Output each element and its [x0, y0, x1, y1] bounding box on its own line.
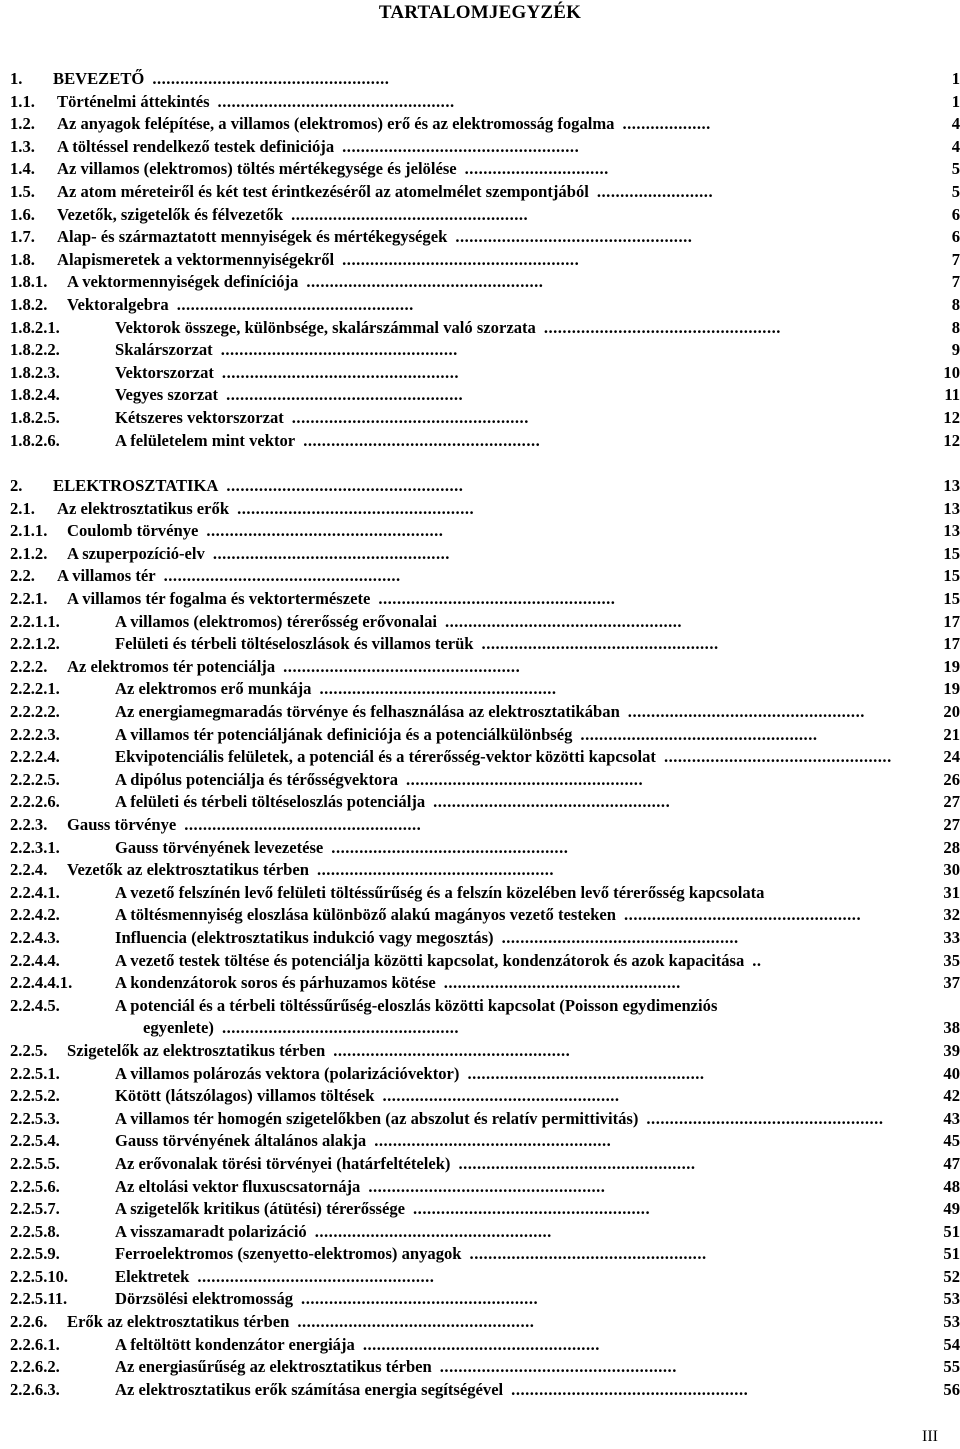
- toc-entry-title: Szigetelők az elektrosztatikus térben: [67, 1040, 326, 1060]
- toc-entry[interactable]: [0, 837, 960, 860]
- toc-entry-page: 55: [943, 1357, 960, 1377]
- toc-entry[interactable]: [0, 475, 960, 498]
- toc-entry-leader: ...................................................: [221, 1018, 460, 1038]
- toc-entry-leader: ...................................................: [501, 927, 739, 947]
- toc-entry-number: 1.3.: [10, 136, 35, 156]
- toc-entry-number: 2.2.4.5.: [10, 995, 60, 1015]
- toc-entry[interactable]: [0, 1063, 960, 1086]
- toc-entry-page: 45: [943, 1131, 960, 1151]
- toc-entry-title: A villamos polározás vektora (polarizációvektor): [115, 1063, 460, 1083]
- toc-entry-number: 2.2.4.: [10, 860, 48, 880]
- toc-entry-title: A töltésmennyiség eloszlása különböző alakú magányos vezető testeken: [115, 905, 617, 925]
- toc-entry-title: A villamos tér potenciáljának definiciója és a potenciálkülönbség: [115, 724, 573, 744]
- toc-entry-title: Ferroelektromos (szenyetto-elektromos) anyagok: [115, 1244, 462, 1264]
- toc-entry[interactable]: [0, 1356, 960, 1379]
- toc-entry-page: 17: [943, 634, 960, 654]
- toc-entry-number: 1.1.: [10, 91, 35, 111]
- toc-entry-number: 2.1.: [10, 498, 35, 518]
- toc-entry-page: 30: [943, 860, 960, 880]
- toc-entry-number: 2.2.3.1.: [10, 837, 60, 857]
- toc-entry-page: 53: [943, 1312, 960, 1332]
- toc-entry[interactable]: [0, 226, 960, 249]
- toc-entry-number: 2.2.6.1.: [10, 1334, 60, 1354]
- toc-entry-title: A visszamaradt polarizáció: [115, 1221, 307, 1241]
- toc-entry-title: Felületi és térbeli töltéseloszlások és villamos terük: [115, 634, 474, 654]
- toc-entry-title: Alapismeretek a vektormennyiségekről: [57, 249, 335, 269]
- toc-entry-title: Az energiasűrűség az elektrosztatikus térben: [115, 1357, 432, 1377]
- toc-entry-title: Skalárszorzat: [115, 340, 213, 360]
- toc-entry-leader: ...................................................: [303, 430, 541, 450]
- toc-entry-number: 2.2.1.2.: [10, 634, 60, 654]
- toc-entry-number: 1.8.2.3.: [10, 362, 60, 382]
- toc-entry-title: Történelmi áttekintés: [57, 91, 210, 111]
- toc-entry-title: Az anyagok felépítése, a villamos (elektromos) erő és az elektromosság fogalma: [57, 114, 615, 134]
- toc-entry-leader: ...................................................: [163, 566, 401, 586]
- toc-entry[interactable]: [0, 384, 960, 407]
- toc-entry-number: 2.2.5.7.: [10, 1199, 60, 1219]
- toc-entry-number: 2.2.2.1.: [10, 679, 60, 699]
- toc-entry[interactable]: [0, 158, 960, 181]
- toc-entry-title: Dörzsölési elektromosság: [115, 1289, 294, 1309]
- toc-entry[interactable]: [0, 611, 960, 634]
- toc-entry-leader: ...................................................: [444, 611, 683, 631]
- toc-entry-leader: ...................................................: [217, 91, 455, 111]
- toc-entry[interactable]: [0, 362, 960, 385]
- toc-entry-leader: ...................................................: [226, 476, 464, 496]
- toc-entry-page: 42: [943, 1086, 960, 1106]
- toc-entry-title: Ekvipotenciális felületek, a potenciál és a térerősség-vektor közötti kapcsolat: [115, 747, 656, 767]
- toc-entry-leader: ...................................................: [291, 204, 529, 224]
- toc-entry-title: Az atom méreteiről és két test érintkezéséről az atomelmélet szempontjából: [57, 181, 589, 201]
- toc-entry-title: Kötött (látszólagos) villamos töltések: [115, 1086, 375, 1106]
- table-of-contents: [0, 68, 960, 1401]
- toc-entry-title: A villamos tér: [57, 566, 156, 586]
- toc-entry[interactable]: [0, 1040, 960, 1063]
- toc-entry-page: 5: [951, 181, 960, 201]
- toc-entry[interactable]: [0, 972, 960, 995]
- toc-entry[interactable]: [0, 1243, 960, 1266]
- toc-entry-leader: ...................................................: [342, 249, 580, 269]
- toc-entry[interactable]: [0, 701, 960, 724]
- toc-entry-leader: ...................................................: [362, 1334, 600, 1354]
- toc-entry-leader: ...................................................: [316, 860, 555, 880]
- toc-entry-leader: ...................................................: [333, 1040, 571, 1060]
- toc-entry[interactable]: [0, 1334, 960, 1357]
- toc-entry-number: 1.4.: [10, 159, 35, 179]
- toc-entry-number: 1.6.: [10, 204, 35, 224]
- toc-entry-leader: ...................................................: [314, 1221, 552, 1241]
- toc-entry[interactable]: [0, 678, 960, 701]
- toc-entry[interactable]: [0, 1198, 960, 1221]
- toc-entry-leader: ...................................................: [455, 227, 693, 247]
- toc-entry-title: Coulomb törvénye: [67, 521, 199, 541]
- toc-entry[interactable]: [0, 769, 960, 792]
- toc-entry-title: Az villamos (elektromos) töltés mértékegysége és jelölése: [57, 159, 457, 179]
- toc-entry-page: 51: [943, 1221, 960, 1241]
- toc-entry-number: 2.2.3.: [10, 815, 48, 834]
- toc-entry-leader: ...................................................: [374, 1131, 612, 1151]
- toc-entry[interactable]: [0, 113, 960, 136]
- toc-entry-leader: ...................................................: [469, 1244, 707, 1264]
- toc-entry[interactable]: [0, 882, 960, 905]
- toc-entry-page: 6: [951, 204, 960, 224]
- toc-entry-title: A villamos tér homogén szigetelőkben (az abszolut és relatív permittivitás): [115, 1108, 639, 1128]
- toc-entry-page: 56: [943, 1379, 960, 1399]
- toc-entry-title: Az energiamegmaradás törvénye és felhasználása az elektrosztatikában: [115, 702, 620, 722]
- toc-entry-title: A felületi és térbeli töltéseloszlás potenciálja: [115, 792, 426, 812]
- toc-entry-page: 32: [943, 905, 960, 925]
- toc-entry-page: 54: [943, 1334, 960, 1354]
- toc-entry-leader: ...................................................: [226, 385, 464, 405]
- toc-entry-title: Vegyes szorzat: [115, 385, 219, 405]
- toc-entry-number: 2.2.5.9.: [10, 1244, 60, 1264]
- toc-entry-number: 2.2.6.: [10, 1312, 48, 1332]
- toc-entry-number: 2.2.4.2.: [10, 905, 60, 925]
- toc-entry-title: Az erővonalak törési törvényei (határfeltételek): [115, 1153, 451, 1173]
- toc-entry-page: 40: [943, 1063, 960, 1083]
- toc-entry-leader: ...................................................: [627, 702, 865, 722]
- toc-entry-page: 13: [943, 476, 960, 496]
- toc-entry-number: 1.8.: [10, 249, 35, 269]
- toc-entry-number: 1.5.: [10, 181, 35, 201]
- toc-entry-number: 2.2.5.4.: [10, 1131, 60, 1151]
- toc-entry[interactable]: [0, 1085, 960, 1108]
- toc-entry-number: 1.8.2.: [10, 294, 48, 314]
- toc-entry-number: 2.2.5.10.: [10, 1266, 69, 1286]
- toc-entry-title: A szigetelők kritikus (átütési) térerőssége: [115, 1199, 406, 1219]
- toc-entry[interactable]: [0, 498, 960, 521]
- toc-entry-leader: ...................................................: [481, 634, 719, 654]
- toc-entry-title: Vezetők, szigetelők és félvezetők: [57, 204, 284, 224]
- toc-entry-number: 2.2.4.4.1.: [10, 973, 73, 993]
- toc-entry[interactable]: [0, 1017, 960, 1040]
- toc-entry-leader: ...................................................: [413, 1199, 651, 1219]
- toc-entry-leader: ...................................................: [580, 724, 818, 744]
- toc-entry-page: 27: [943, 815, 960, 834]
- toc-entry-page: 27: [943, 792, 960, 812]
- toc-entry-number: 2.2.4.3.: [10, 927, 60, 947]
- toc-entry-number: 2.1.2.: [10, 543, 48, 563]
- toc-entry-number: 2.2.2.5.: [10, 769, 60, 789]
- toc-entry-page: 49: [943, 1199, 960, 1219]
- toc-entry-number: 2.2.4.4.: [10, 950, 60, 970]
- toc-entry[interactable]: [0, 1130, 960, 1153]
- toc-entry-number: 1.8.2.1.: [10, 317, 60, 337]
- toc-entry-number: 2.1.1.: [10, 521, 48, 541]
- toc-entry[interactable]: [0, 588, 960, 611]
- toc-entry-title: Vektoralgebra: [67, 294, 169, 314]
- toc-entry-title: A potenciál és a térbeli töltéssűrűség-eloszlás közötti kapcsolat (Poisson egydimenziós: [115, 995, 718, 1015]
- toc-entry[interactable]: [0, 904, 960, 927]
- toc-entry-number: 1.8.2.6.: [10, 430, 60, 450]
- toc-entry-page: 8: [951, 294, 960, 314]
- toc-entry-number: 2.: [10, 476, 23, 496]
- toc-entry-number: 2.2.5.: [10, 1040, 48, 1060]
- toc-entry[interactable]: [0, 656, 960, 679]
- toc-entry-page: 38: [943, 1018, 960, 1038]
- toc-entry-page: 20: [943, 702, 960, 722]
- toc-entry-page: 53: [943, 1289, 960, 1309]
- toc-entry-page: 15: [943, 566, 960, 586]
- toc-entry-leader: ...................................................: [624, 905, 862, 925]
- toc-entry-leader: ...................................................: [443, 973, 681, 993]
- toc-entry-leader: .........................: [596, 181, 714, 201]
- toc-entry-number: 1.8.2.4.: [10, 385, 60, 405]
- toc-entry-leader: ...................................................: [331, 837, 569, 857]
- toc-entry-leader: ...................................................: [306, 272, 544, 292]
- toc-entry-leader: ...................................................: [646, 1108, 884, 1128]
- toc-entry[interactable]: [0, 1266, 960, 1289]
- toc-entry-title: egyenlete): [143, 1018, 214, 1038]
- toc-entry-leader: ...................................................: [467, 1063, 705, 1083]
- toc-entry-leader: ...................................................: [458, 1153, 696, 1173]
- toc-entry-number: 2.2.5.2.: [10, 1086, 60, 1106]
- toc-entry[interactable]: [0, 68, 960, 91]
- toc-entry-number: 1.8.1.: [10, 272, 48, 292]
- toc-entry-leader: ...................................................: [176, 294, 414, 314]
- toc-entry-number: 2.2.5.6.: [10, 1176, 60, 1196]
- toc-entry-page: 24: [943, 747, 960, 767]
- toc-entry-title: Az elektromos erő munkája: [115, 679, 312, 699]
- toc-entry[interactable]: [0, 1379, 960, 1402]
- toc-entry-leader: ...................................................: [406, 769, 644, 789]
- toc-entry-leader: ..: [752, 950, 762, 970]
- toc-entry-page: 19: [943, 679, 960, 699]
- toc-entry-number: 2.2.5.1.: [10, 1063, 60, 1083]
- toc-entry-page: 17: [943, 611, 960, 631]
- toc-entry[interactable]: [0, 995, 960, 1018]
- toc-entry-page: 15: [943, 589, 960, 609]
- toc-entry-title: ELEKTROSZTATIKA: [53, 476, 219, 496]
- toc-entry-title: Gauss törvényének levezetése: [115, 837, 324, 857]
- toc-entry-page: 43: [943, 1108, 960, 1128]
- toc-entry-title: A töltéssel rendelkező testek definiciója: [57, 136, 335, 156]
- page-title: TARTALOMJEGYZÉK: [378, 2, 582, 23]
- toc-entry-number: 2.2.6.2.: [10, 1357, 60, 1377]
- toc-entry-page: 48: [943, 1176, 960, 1196]
- toc-entry-leader: ...................................................: [297, 1312, 535, 1332]
- toc-entry-title: Influencia (elektrosztatikus indukció vagy megosztás): [115, 927, 494, 947]
- toc-entry-leader: ...................................................: [319, 679, 557, 699]
- toc-entry-leader: ...................................................: [433, 792, 671, 812]
- toc-entry-page: 21: [943, 724, 960, 744]
- toc-entry-page: 13: [943, 521, 960, 541]
- toc-entry-page: 7: [951, 272, 960, 292]
- toc-entry[interactable]: [0, 565, 960, 588]
- toc-entry-number: 2.2.5.5.: [10, 1153, 60, 1173]
- toc-entry-title: A vezető felszínén levő felületi töltéssűrűség és a felszín közelében levő térerősség kapcsolata: [115, 882, 765, 902]
- toc-entry-number: 2.2.2.: [10, 656, 48, 676]
- toc-entry-number: 2.2.: [10, 566, 35, 586]
- toc-entry-page: 8: [951, 317, 960, 337]
- toc-entry-number: 2.2.5.3.: [10, 1108, 60, 1128]
- toc-entry-leader: ...................................................: [221, 362, 459, 382]
- toc-entry-page: 26: [943, 769, 960, 789]
- toc-entry-page: 51: [943, 1244, 960, 1264]
- toc-entry-number: 2.2.1.1.: [10, 611, 60, 631]
- toc-entry-page: 9: [951, 340, 960, 360]
- page-number: III: [922, 1428, 938, 1445]
- toc-entry-leader: ...................................................: [342, 136, 580, 156]
- toc-entry-number: 1.7.: [10, 227, 35, 247]
- toc-entry[interactable]: [0, 181, 960, 204]
- toc-entry-page: 4: [951, 136, 960, 156]
- toc-entry-number: 2.2.2.3.: [10, 724, 60, 744]
- toc-entry[interactable]: [0, 339, 960, 362]
- toc-entry-leader: ...................................................: [206, 521, 444, 541]
- toc-entry-page: 19: [943, 656, 960, 676]
- toc-entry[interactable]: [0, 1176, 960, 1199]
- toc-entry[interactable]: [0, 271, 960, 294]
- toc-entry-page: 4: [951, 114, 960, 134]
- toc-entry-page: 15: [943, 543, 960, 563]
- toc-entry[interactable]: [0, 1153, 960, 1176]
- toc-entry[interactable]: [0, 1108, 960, 1131]
- toc-entry-leader: ...................................................: [511, 1379, 749, 1399]
- toc-entry-number: 2.2.2.2.: [10, 702, 60, 722]
- toc-entry-title: A villamos (elektromos) térerősség erővonalai: [115, 611, 437, 631]
- toc-entry[interactable]: [0, 724, 960, 747]
- toc-entry-page: 33: [943, 927, 960, 947]
- toc-entry-title: Az eltolási vektor fluxuscsatornája: [115, 1176, 361, 1196]
- toc-entry-leader: .................................................: [663, 747, 892, 767]
- toc-entry[interactable]: [0, 950, 960, 973]
- toc-entry-leader: ...................................................: [439, 1357, 677, 1377]
- toc-entry[interactable]: [0, 294, 960, 317]
- toc-entry-number: 2.2.5.8.: [10, 1221, 60, 1241]
- toc-entry-title: A villamos tér fogalma és vektortermészete: [67, 589, 371, 609]
- toc-entry-title: Erők az elektrosztatikus térben: [67, 1312, 290, 1332]
- toc-entry-page: 37: [943, 973, 960, 993]
- toc-entry-page: 7: [951, 249, 960, 269]
- toc-entry-page: 52: [943, 1266, 960, 1286]
- toc-entry[interactable]: [0, 746, 960, 769]
- toc-entry[interactable]: [0, 814, 960, 837]
- toc-entry-leader: ...................................................: [378, 589, 616, 609]
- toc-entry-page: 12: [943, 407, 960, 427]
- toc-entry[interactable]: [0, 249, 960, 272]
- toc-entry-title: Alap- és származtatott mennyiségek és mértékegységek: [57, 227, 448, 247]
- toc-entry-title: A dipólus potenciálja és térősségvektora: [115, 769, 399, 789]
- toc-entry[interactable]: [0, 317, 960, 340]
- toc-entry-page: 28: [943, 837, 960, 857]
- toc-entry-number: 2.2.1.: [10, 589, 48, 609]
- toc-entry[interactable]: [0, 520, 960, 543]
- toc-entry-title: A szuperpozíció-elv: [67, 543, 205, 563]
- toc-entry-title: A feltöltött kondenzátor energiája: [115, 1334, 355, 1354]
- toc-entry[interactable]: [0, 791, 960, 814]
- toc-entry-leader: ...................................................: [212, 543, 450, 563]
- toc-entry[interactable]: [0, 204, 960, 227]
- toc-entry[interactable]: [0, 543, 960, 566]
- toc-entry-leader: ...................................................: [283, 656, 521, 676]
- toc-entry-number: 1.8.2.2.: [10, 340, 60, 360]
- toc-entry-title: Vezetők az elektrosztatikus térben: [67, 860, 309, 880]
- toc-entry-page: 39: [943, 1040, 960, 1060]
- toc-entry[interactable]: [0, 91, 960, 114]
- toc-entry-page: 35: [943, 950, 960, 970]
- toc-entry-title: Az elektromos tér potenciálja: [67, 656, 276, 676]
- toc-entry-title: A vezető testek töltése és potenciálja közötti kapcsolat, kondenzátorok és azok kapacitása: [115, 950, 745, 970]
- toc-entry-title: Elektretek: [115, 1266, 190, 1286]
- toc-entry-leader: ...................: [622, 114, 711, 134]
- toc-entry[interactable]: [0, 1221, 960, 1244]
- toc-entry-page: 1: [951, 69, 960, 88]
- toc-entry[interactable]: [0, 136, 960, 159]
- toc-entry-page: 47: [943, 1153, 960, 1173]
- toc-entry-leader: ...................................................: [368, 1176, 606, 1196]
- toc-entry-leader: ...................................................: [197, 1266, 435, 1286]
- toc-entry-page: 6: [951, 227, 960, 247]
- toc-entry[interactable]: [0, 927, 960, 950]
- toc-entry[interactable]: [0, 407, 960, 430]
- toc-entry-leader: ...................................................: [543, 317, 781, 337]
- toc-entry[interactable]: [0, 430, 960, 453]
- toc-entry[interactable]: [0, 1311, 960, 1334]
- toc-entry-title: Vektorszorzat: [115, 362, 214, 382]
- toc-entry-page: 10: [943, 362, 960, 382]
- toc-entry-title: A felületelem mint vektor: [115, 430, 296, 450]
- toc-entry-title: A kondenzátorok soros és párhuzamos kötése: [115, 973, 436, 993]
- toc-entry-number: 2.2.2.4.: [10, 747, 60, 767]
- toc-entry-leader: ...................................................: [237, 498, 475, 518]
- toc-entry-leader: ...................................................: [184, 815, 422, 834]
- toc-entry-title: Az elektrosztatikus erők számítása energia segítségével: [115, 1379, 504, 1399]
- toc-entry-title: Kétszeres vektorszorzat: [115, 407, 284, 427]
- toc-entry-leader: ...............................: [464, 159, 609, 179]
- toc-entry-title: Vektorok összege, különbsége, skalárszámmal való szorzata: [115, 317, 536, 337]
- toc-entry-page: 13: [943, 498, 960, 518]
- toc-entry-title: Az elektrosztatikus erők: [57, 498, 230, 518]
- toc-entry-title: Gauss törvényének általános alakja: [115, 1131, 367, 1151]
- toc-entry-number: 1.: [10, 69, 23, 88]
- toc-entry-number: 2.2.4.1.: [10, 882, 60, 902]
- toc-entry-page: 5: [951, 159, 960, 179]
- toc-entry-number: 1.2.: [10, 114, 35, 134]
- toc-entry-page: 1: [951, 91, 960, 111]
- toc-entry-page: 11: [944, 385, 960, 405]
- toc-entry-number: 1.8.2.5.: [10, 407, 60, 427]
- toc-entry[interactable]: [0, 859, 960, 882]
- toc-entry-page: 31: [943, 882, 960, 902]
- toc-entry-title: BEVEZETŐ: [53, 69, 145, 88]
- toc-entry-leader: ...................................................: [382, 1086, 620, 1106]
- toc-entry-number: 2.2.6.3.: [10, 1379, 60, 1399]
- toc-entry-leader: ...................................................: [152, 69, 390, 88]
- toc-entry-number: 2.2.2.6.: [10, 792, 60, 812]
- toc-entry[interactable]: [0, 633, 960, 656]
- toc-entry[interactable]: [0, 1288, 960, 1311]
- toc-entry-number: 2.2.5.11.: [10, 1289, 68, 1309]
- toc-entry-title: A vektormennyiségek definíciója: [67, 272, 299, 292]
- toc-entry-leader: ...................................................: [301, 1289, 539, 1309]
- toc-entry-page: 12: [943, 430, 960, 450]
- toc-entry-title: Gauss törvénye: [67, 815, 177, 834]
- toc-entry-leader: ...................................................: [220, 340, 458, 360]
- toc-entry-leader: ...................................................: [291, 407, 529, 427]
